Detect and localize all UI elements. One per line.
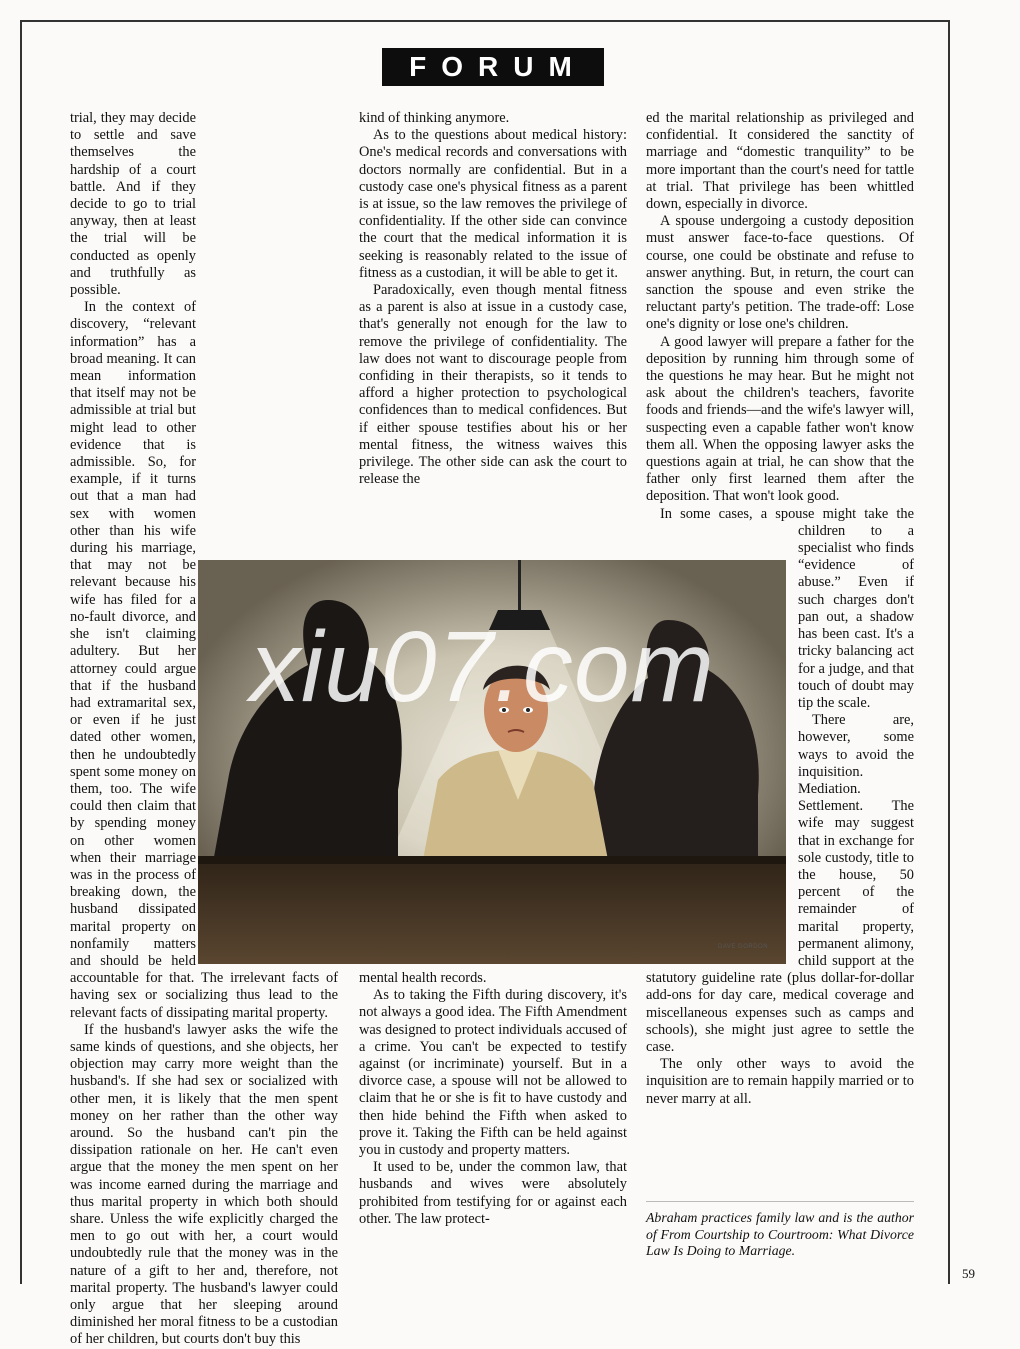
paragraph: mental health records.: [359, 970, 487, 986]
paragraph: As to taking the Fifth during discovery, it's not always a good idea. The Fifth Amendment was designed to protect individuals accused of a crime. You can't be expected to testify against (or incriminate) yourself. But in a divorce case, a spouse will not be allowed to claim that he or she is fit to have custody and then hide behind the Fifth when asked to prove it. Taking the Fifth can be held against you in custody and property matters.: [359, 987, 627, 1159]
paragraph: A spouse undergoing a custody deposition must answer face-to-face questions. Of course, one could be obstinate and refuse to answer anything. But, in return, the court can sanction the spouse and even strike the reluctant party's petition. The trade-off: Lose one's dignity or lose one's children.: [646, 213, 914, 333]
paragraph: The only other ways to avoid the inquisition are to remain happily married or to never marry at all.: [646, 1056, 914, 1107]
illustration-credit: DAVE GORDON: [718, 944, 769, 950]
column-middle-continued: [359, 970, 627, 1228]
paragraph: kind of thinking anymore.: [359, 110, 510, 126]
paragraph: Paradoxically, even though mental fitness as a parent is also at issue in a custody case, that's generally not enough for the law to remove the privilege of confidentiality. The law does not want to discourage people from confiding in their therapists, so it tends to afford a higher protection to psychological confidences than to medical confidences. But if either spouse testifies about his or her mental fitness, the witness waives this privilege. The other side can ask the court to release the: [359, 282, 627, 488]
bio-divider: [646, 1201, 914, 1202]
paragraph: As to the questions about medical history: One's medical records and conversations with doctors normally are confidential. But in a custody case one's physical fitness as a parent is at issue, so the law removes the privilege of confidentiality. If the other side can convince the court that the medical information it is seeking is reasonably related to the issue of fitness as a custodian, it will be able to get it.: [359, 127, 627, 281]
paragraph: In some cases, a spouse might take the children to a specialist who finds “evidence of abuse.” Even if such charges don't pan out, a shadow has been cast. It's a tricky balancing act for a judge, and that touch of doubt may tip the scale.: [660, 505, 914, 711]
paragraph: ed the marital relationship as privileged and confidential. It considered the sanctity of marriage and “domestic tranquility” to be more important than the court's need for tattle at trial. That privilege has been whittled down, especially in divorce.: [646, 110, 914, 213]
forum-header: FORUM: [382, 48, 604, 86]
paragraph: It used to be, under the common law, that husbands and wives were absolutely prohibited from testifying for or against each other. The law protect-: [359, 1159, 627, 1227]
page-number: 59: [962, 1266, 975, 1281]
interrogation-illustration: [198, 560, 786, 964]
watermark: xiu07.com: [250, 611, 715, 723]
paragraph: trial, they may decide to settle and save themselves the hardship of a court battle. And if they decide to go to trial anyway, then at least the trial will be conducted as openly and truthfully as possible.: [70, 110, 196, 299]
paragraph: A good lawyer will prepare a father for the deposition by running him through some of the questions he may hear. But he might not ask about the children's teachers, favorite foods and friends—and the wife's lawyer will, suspecting even a capable father won't know them all. When the opposing lawyer asks the questions again at trial, he can show that the father only first learned them after the deposition. That won't look good.: [646, 333, 914, 505]
paragraph: There are, however, some ways to avoid the inquisition. Mediation. Settlement. The wife may suggest that in exchange for sole custody, title to the house, 50 percent of the remainder of marital property, permanent alimony, child support at the statutory guideline rate (plus dollar-for-dollar add-ons for day care, medical coverage and miscellaneous expenses such as camps and schools), she might just agree to settle the case.: [646, 712, 914, 1055]
paragraph: In the context of discovery, “relevant information” has a broad meaning. It can mean information that itself may not be admissible at trial but might lead to other evidence that is admissible. So, for example, if it turns out that a man had sex with women other than his wife during his marriage, that may not be relevant because his wife has filed for a no-fault divorce, and she isn't claiming adultery. But her attorney could argue that if the husband had extramarital sex, or even if he just dated other women, then he undoubtedly spent some money on them, too. The wife could then claim that by spending money on other women when their marriage was in the process of breaking down, the husband dissipated marital property on nonfamily matters and should be held accountable for that. The irrelevant facts of having sex or socializing thus lead to the relevant facts of dissipating marital property.: [70, 299, 338, 1021]
author-bio: Abraham practices family law and is the author of From Courtship to Courtroom: What Divorce Law Is Doing to Marriage.: [646, 1210, 914, 1258]
column-middle: [359, 110, 627, 540]
paragraph: If the husband's lawyer asks the wife the same kinds of questions, and she objects, her objection may carry more weight than the husband's. If she had sex or socialized with other men, it is likely that the men spent money on her rather than the other way around. So the husband can't pin the dissipation rationale on her. He can't even argue that the money the men spent on her was income earned during the marriage and thus marital property in which both should share. Unless the wife explicitly charged the men to go out with her, a court would undoubtedly rule that the money was in the nature of a gift to her and, therefore, not marital property. The husband's lawyer could only argue that her sleeping around diminished her moral fitness to be a custodian of her children, but courts don't buy this: [70, 1021, 338, 1348]
